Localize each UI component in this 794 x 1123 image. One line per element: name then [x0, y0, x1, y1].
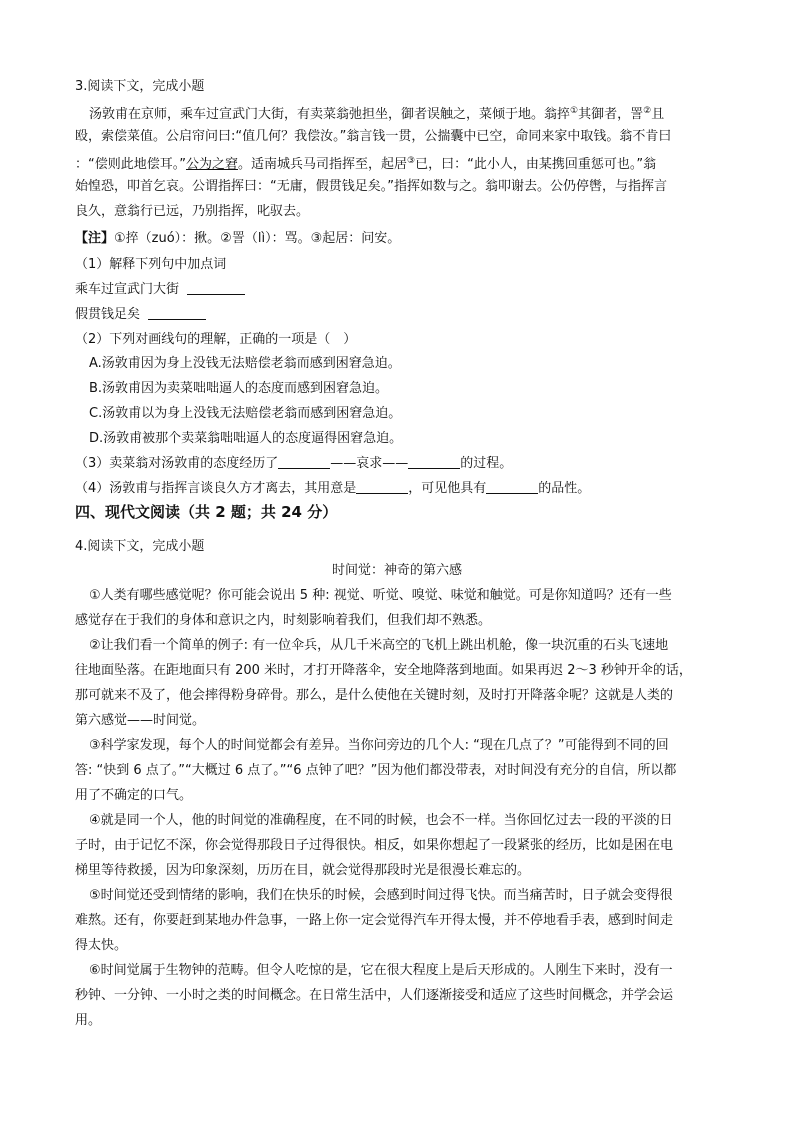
answer-blank[interactable] — [187, 279, 245, 295]
passage-line-1: 汤敦甫在京师，乘车过宣武门大街，有卖菜翁弛担坐，御者误触之，菜倾于地。翁捽①其御者，詈②且 — [89, 106, 665, 122]
sub-question-4: （4）汤敦甫与指挥言谈良久方才离去，其用意是 ，可见他具有 的品性。 — [75, 476, 590, 501]
article-line: ③科学家发现，每个人的时间觉都会有差异。当你问旁边的几个人: “现在几点了？”可能得到不同的回 — [89, 738, 669, 753]
footnote-marker-3: ③ — [407, 156, 416, 166]
article-line: 那可就来不及了，他会摔得粉身碎骨。那么，是什么使他在关键时刻，及时打开降落伞呢？这就是人类的 — [75, 688, 674, 703]
footnote-marker-1: ① — [570, 106, 579, 116]
article-line: 用。 — [75, 1013, 102, 1028]
answer-blank[interactable] — [408, 453, 460, 469]
sub-question-1-item-2: 假贯钱足矣 — [75, 302, 206, 327]
passage-line-3: ：“偿则此地偿耳。”公为之窘。适南城兵马司指挥至，起居③已，曰：“此小人，由某携回重惩可也。”翁 — [75, 156, 657, 172]
question-3-title: 3.阅读下文，完成小题 — [75, 79, 205, 94]
article-line: 用了不确定的口气。 — [75, 788, 193, 803]
underlined-sentence: 公为之窘 — [185, 157, 238, 172]
passage-line-4: 始惶恐，叩首乞哀。公谓指挥曰：“无庸，假贯钱足矣。”指挥如数与之。翁叩谢去。公仍停辔，与指挥言 — [75, 179, 667, 194]
article-line: 感觉存在于我们的身体和意识之内，时刻影响着我们，但我们却不熟悉。 — [75, 613, 492, 628]
article-line: ①人类有哪些感觉呢？你可能会说出 5 种: 视觉、听觉、嗅觉、味觉和触觉。可是你知道吗？还有一些 — [89, 588, 672, 603]
article-line: 往地面坠落。在距地面只有 200 米时，才打开降落伞，安全地降落到地面。如果再迟 2～3 秒钟开伞的话， — [75, 663, 692, 678]
passage-line-5: 良久，意翁行已远，乃别指挥，叱驭去。 — [75, 204, 310, 219]
article-line: 子时，由于记忆不深，你会觉得那段日子过得很快。相反，如果你想起了一段紧张的经历，比如是困在电 — [75, 838, 674, 853]
option-a[interactable]: A.汤敦甫因为身上没钱无法赔偿老翁而感到困窘急迫。 — [89, 356, 401, 371]
answer-blank[interactable] — [278, 453, 330, 469]
answer-blank[interactable] — [486, 478, 538, 494]
article-line: ④就是同一个人，他的时间觉的准确程度，在不同的时候，也会不一样。当你回忆过去一段的平淡的日 — [89, 813, 673, 828]
answer-blank[interactable] — [356, 478, 408, 494]
article-line: ⑥时间觉属于生物钟的范畴。但令人吃惊的是，它在很大程度上是后天形成的。人刚生下来时，没有一 — [89, 963, 673, 978]
article-line: 答: “快到 6 点了。”“大概过 6 点了。”“6 点钟了吧？”因为他们都没带表，对时间没有充分的自信，所以都 — [75, 763, 677, 778]
option-d[interactable]: D.汤敦甫被那个卖菜翁咄咄逼人的态度逼得困窘急迫。 — [89, 431, 403, 446]
question-4-title: 4.阅读下文，完成小题 — [75, 539, 205, 554]
article-line: 得太快。 — [75, 938, 128, 953]
article-title: 时间觉：神奇的第六感 — [331, 563, 462, 578]
sub-question-2-prompt: （2）下列对画线句的理解，正确的一项是（ ） — [75, 332, 357, 347]
option-c[interactable]: C.汤敦甫以为身上没钱无法赔偿老翁而感到困窘急迫。 — [89, 406, 402, 421]
answer-blank[interactable] — [148, 304, 206, 320]
sub-question-3: （3）卖菜翁对汤敦甫的态度经历了 ——哀求—— 的过程。 — [75, 451, 512, 476]
passage-line-2: 殴，索偿菜值。公启帘问曰:“值几何？我偿汝。”翁言钱一贯，公揣囊中已空，命同来家中取钱。翁不肯曰 — [75, 129, 672, 144]
footnote-marker-2: ② — [643, 106, 652, 116]
option-b[interactable]: B.汤敦甫因为卖菜咄咄逼人的态度而感到困窘急迫。 — [89, 381, 389, 396]
annotation-note: 【注】①捽（zuó）：揪。②詈（lì）：骂。③起居：问安。 — [75, 231, 401, 246]
section-4-heading: 四、现代文阅读（共 2 题；共 24 分） — [75, 503, 338, 521]
article-line: 梯里等待救援，因为印象深刻，历历在目，就会觉得那段时光是很漫长难忘的。 — [75, 863, 531, 878]
article-line: 秒钟、一分钟、一小时之类的时间概念。在日常生活中，人们逐渐接受和适应了这些时间概念，并学会运 — [75, 988, 674, 1003]
sub-question-1-item-1: 乘车过宣武门大街 — [75, 277, 245, 302]
sub-question-1-prompt: （1）解释下列句中加点词 — [75, 257, 227, 272]
article-line: ⑤时间觉还受到情绪的影响，我们在快乐的时候，会感到时间过得飞快。而当痛苦时，日子就会变得很 — [89, 888, 673, 903]
article-line: ②让我们看一个简单的例子: 有一位伞兵，从几千米高空的飞机上跳出机舱，像一块沉重的石头飞速地 — [89, 638, 669, 653]
article-line: 难熬。还有，你要赶到某地办件急事，一路上你一定会觉得汽车开得太慢，并不停地看手表，感到时间走 — [75, 913, 674, 928]
article-line: 第六感觉——时间觉。 — [75, 713, 206, 728]
